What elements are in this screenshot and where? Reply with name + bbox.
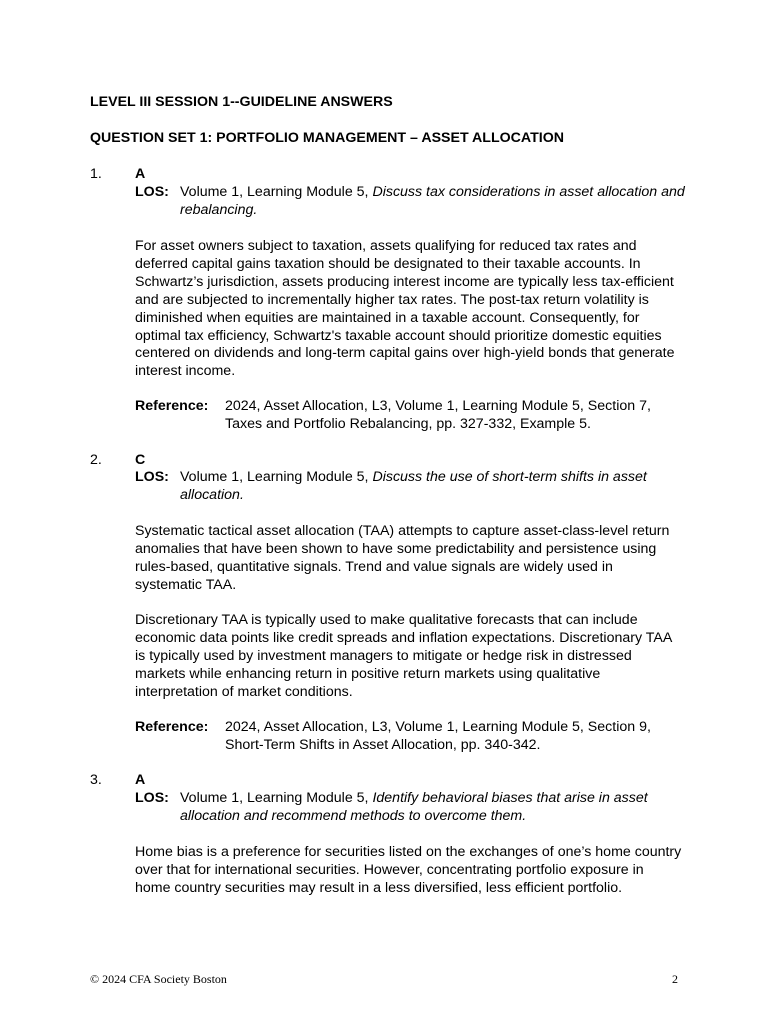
page-title: LEVEL III SESSION 1--GUIDELINE ANSWERS bbox=[90, 94, 393, 110]
los-prefix: Volume 1, Learning Module 5, bbox=[180, 790, 373, 806]
los-prefix: Volume 1, Learning Module 5, bbox=[180, 184, 373, 200]
question-number: 2. bbox=[90, 452, 102, 468]
answer-letter: C bbox=[135, 452, 146, 468]
los-label: LOS: bbox=[135, 790, 169, 806]
answer-paragraph: Home bias is a preference for securities listed on the exchanges of one’s home country over that for international securities. However, concentrating portfolio exposure in home country securities may result in a less diversified, less efficient portfolio. bbox=[135, 844, 682, 896]
answer-paragraph: For asset owners subject to taxation, assets qualifying for reduced tax rates and deferred capital gains taxation should be designated to their taxable accounts. In Schwartz’s jurisdiction, assets producing interest income are typically less tax-efficient and are subjected to incrementally higher tax rates. The post-tax return volatility is diminished when equities are maintained in a taxable account. Consequently, for optimal tax efficiency, Schwartz's taxable account should prioritize domestic equities centered on dividends and long-term capital gains over high-yield bonds that generate interest income. bbox=[135, 238, 675, 380]
footer-copyright: © 2024 CFA Society Boston bbox=[90, 972, 227, 986]
los-objective: Discuss the use of short-term shifts in asset allocation. bbox=[180, 469, 647, 503]
los-prefix: Volume 1, Learning Module 5, bbox=[180, 469, 373, 485]
reference-label: Reference: bbox=[135, 719, 209, 735]
answer-paragraph: Systematic tactical asset allocation (TAA) attempts to capture asset-class-level return anomalies that have been shown to have some predictability and persistence using rules-based, quantitative signals. Trend and value signals are widely used in systematic TAA. bbox=[135, 523, 670, 593]
question-set-title: QUESTION SET 1: PORTFOLIO MANAGEMENT – ASSET ALLOCATION bbox=[90, 130, 564, 146]
footer-page-number: 2 bbox=[672, 972, 678, 986]
answer-paragraph: Discretionary TAA is typically used to make qualitative forecasts that can include economic data points like credit spreads and inflation expectations. Discretionary TAA is typically used by investment managers to mitigate or hedge risk in distressed markets while enhancing return in positive return markets using qualitative interpretation of market conditions. bbox=[135, 612, 672, 700]
reference-text: 2024, Asset Allocation, L3, Volume 1, Learning Module 5, Section 9, Short-Term Shifts in Asset Allocation, pp. 340-342. bbox=[225, 719, 651, 753]
los-objective: Identify behavioral biases that arise in asset allocation and recommend methods to overcome them. bbox=[180, 790, 648, 824]
los-objective: Discuss tax considerations in asset allocation and rebalancing. bbox=[180, 184, 685, 218]
answer-letter: A bbox=[135, 772, 146, 788]
question-number: 3. bbox=[90, 772, 102, 788]
reference-label: Reference: bbox=[135, 398, 209, 414]
los-text bbox=[180, 184, 685, 220]
los-label: LOS: bbox=[135, 184, 169, 200]
question-number: 1. bbox=[90, 166, 102, 182]
los-label: LOS: bbox=[135, 469, 169, 485]
answer-letter: A bbox=[135, 166, 146, 182]
los-text bbox=[180, 790, 685, 826]
los-text bbox=[180, 469, 685, 505]
reference-text: 2024, Asset Allocation, L3, Volume 1, Learning Module 5, Section 7, Taxes and Portfolio Rebalancing, pp. 327-332, Example 5. bbox=[225, 398, 651, 432]
